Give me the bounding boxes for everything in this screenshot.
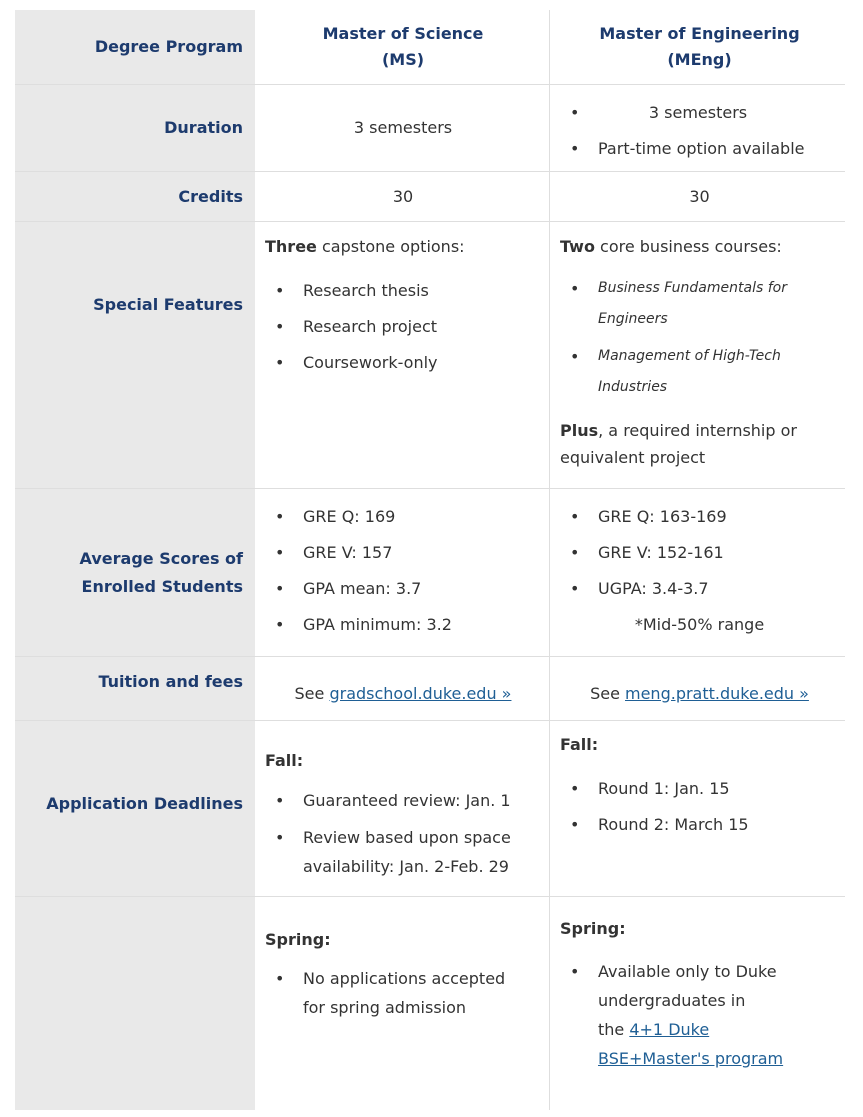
duke-4plus1-link[interactable]: 4+1 Duke BSE+Master's program	[598, 1020, 784, 1068]
row-application-deadlines-fall	[15, 721, 845, 897]
deadlines-meng-spring	[550, 897, 845, 1110]
label-special-features: Special Features	[93, 295, 243, 314]
row-special-features	[15, 222, 845, 489]
label-degree-program: Degree Program	[94, 37, 243, 56]
special-ms-intro: capstone options:	[316, 237, 465, 256]
fall-heading: Fall:	[560, 735, 599, 754]
list-item: • Guaranteed review: Jan. 1	[265, 783, 541, 819]
list-item: • Available only to Duke undergraduates in the 4+1 Duke BSE+Master's program	[560, 957, 839, 1073]
spring-heading: Spring:	[560, 919, 626, 938]
credits-ms: 30	[255, 172, 550, 221]
degree-comparison-table	[15, 10, 845, 1110]
list-item: • GPA minimum: 3.2	[265, 607, 541, 643]
header-meng-line1: Master of Engineering	[599, 24, 800, 43]
tuition-meng: See meng.pratt.duke.edu »	[590, 683, 809, 703]
list-item: • Round 1: Jan. 15	[560, 771, 839, 807]
scores-meng	[550, 489, 845, 656]
credits-meng: 30	[689, 186, 710, 206]
row-duration	[15, 85, 845, 172]
row-credits	[15, 172, 845, 222]
label-application-deadlines: Application Deadlines	[46, 794, 243, 813]
gradschool-link[interactable]: gradschool.duke.edu »	[329, 683, 512, 703]
duration-meng	[550, 85, 845, 171]
duration-ms: 3 semesters	[255, 85, 550, 171]
special-meng-plus2: equivalent project	[560, 448, 706, 467]
label-credits: Credits	[178, 186, 243, 206]
deadlines-meng-fall	[550, 721, 845, 896]
fall-heading: Fall:	[265, 751, 304, 770]
list-item: • Review based upon space availability: Jan. 2-Feb. 29	[265, 823, 541, 881]
row-tuition	[15, 657, 845, 721]
row-degree-program	[15, 10, 845, 85]
list-item: • GRE Q: 163-169	[560, 499, 839, 535]
row-average-scores	[15, 489, 845, 657]
meng-pratt-link[interactable]: meng.pratt.duke.edu »	[625, 683, 809, 703]
spring-heading: Spring:	[265, 930, 331, 949]
tuition-ms: See gradschool.duke.edu »	[255, 657, 550, 720]
deadlines-ms-spring	[255, 897, 550, 1110]
deadlines-ms-fall	[255, 721, 550, 896]
label-duration: Duration	[164, 118, 243, 137]
list-item: • 3 semesters	[560, 95, 839, 131]
special-meng-plus-bold: Plus	[560, 421, 599, 440]
label-tuition: Tuition and fees	[98, 672, 243, 691]
scores-meng-note: *Mid-50% range	[634, 615, 765, 634]
special-meng-intro: core business courses:	[594, 237, 782, 256]
header-meng	[550, 10, 845, 84]
list-item: • Research thesis	[265, 273, 541, 309]
list-item: • GRE V: 152-161	[560, 535, 839, 571]
list-item: • Management of High-Tech Industries	[560, 341, 839, 403]
list-item: • UGPA: 3.4-3.7	[560, 571, 839, 607]
special-meng-plus: , a required internship or	[598, 421, 797, 440]
list-item: • Coursework-only	[265, 345, 541, 381]
list-item: • Part-time option available	[560, 131, 839, 167]
list-item: • Round 2: March 15	[560, 807, 839, 843]
header-ms-line1: Master of Science	[322, 24, 484, 43]
label-average-scores: Average Scores of Enrolled Students	[79, 548, 243, 596]
header-meng-line2: (MEng)	[667, 50, 732, 69]
list-item: • GPA mean: 3.7	[265, 571, 541, 607]
row-application-deadlines-spring	[15, 897, 845, 1110]
list-item: • GRE Q: 169	[265, 499, 541, 535]
special-ms-bold: Three	[265, 237, 317, 256]
header-ms	[255, 10, 550, 84]
special-meng-bold: Two	[560, 237, 595, 256]
scores-ms	[255, 489, 550, 656]
header-ms-line2: (MS)	[381, 50, 425, 69]
special-meng	[550, 222, 845, 488]
list-item: • GRE V: 157	[265, 535, 541, 571]
list-item: • Research project	[265, 309, 541, 345]
special-ms	[255, 222, 550, 488]
list-item: • Business Fundamentals for Engineers	[560, 273, 839, 335]
list-item: • No applications accepted for spring admission	[265, 964, 541, 1022]
